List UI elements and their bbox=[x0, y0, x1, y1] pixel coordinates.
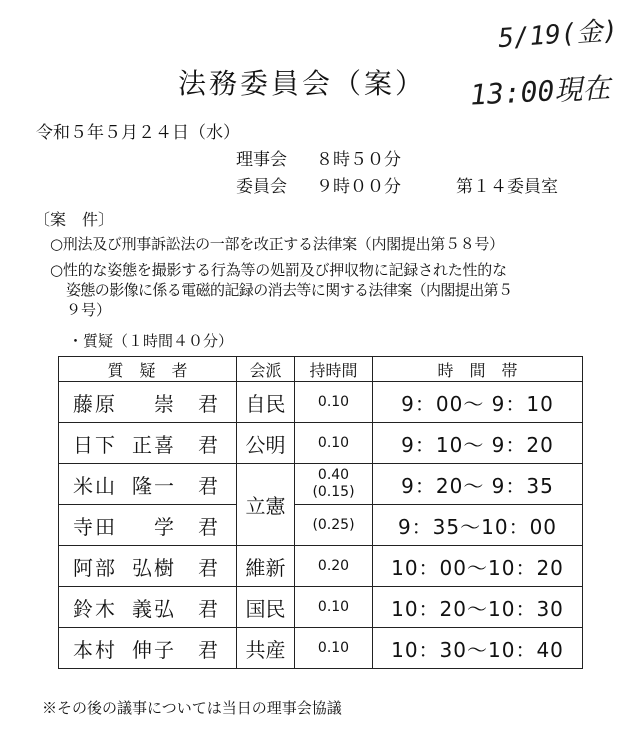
name-family: 寺田 bbox=[73, 514, 117, 539]
table-row bbox=[59, 546, 583, 587]
header-allotted-time: 持時間 bbox=[295, 357, 373, 382]
name-given: 義弘 bbox=[132, 596, 176, 621]
name-given: 正喜 bbox=[132, 432, 176, 457]
questioner-cell bbox=[59, 423, 237, 464]
honorific: 君 bbox=[198, 391, 220, 416]
board-meeting-label: 理事会 bbox=[236, 150, 287, 170]
honorific: 君 bbox=[198, 555, 220, 580]
committee-room: 第１４委員室 bbox=[456, 177, 558, 197]
name-given: 隆一 bbox=[132, 473, 176, 498]
footnote: ※その後の議事については当日の理事会協議 bbox=[42, 699, 342, 717]
header-time-slot: 時 間 帯 bbox=[373, 357, 583, 382]
page-title: 法務委員会（案） bbox=[178, 67, 427, 100]
time-slot-cell: 9：00～ 9：10 bbox=[373, 382, 583, 423]
honorific: 君 bbox=[198, 596, 220, 621]
honorific: 君 bbox=[198, 473, 220, 498]
questioner-cell bbox=[59, 587, 237, 628]
allotted-time-cell: 0.10 bbox=[295, 587, 373, 628]
questioner-cell bbox=[59, 464, 237, 505]
questioner-cell bbox=[59, 505, 237, 546]
agenda-heading: 〔案 件〕 bbox=[34, 210, 115, 229]
name-given: 弘樹 bbox=[132, 555, 176, 580]
name-family: 米山 bbox=[73, 473, 117, 498]
name-given: 学 bbox=[154, 514, 176, 539]
party-cell: 立憲 bbox=[237, 464, 295, 546]
party-cell: 国民 bbox=[237, 587, 295, 628]
agenda-item-2-line3: ９号） bbox=[66, 301, 112, 319]
time-slot-cell: 9：20～ 9：35 bbox=[373, 464, 583, 505]
committee-meeting-time: ９時００分 bbox=[316, 177, 401, 197]
honorific: 君 bbox=[198, 637, 220, 662]
question-heading: ・質疑（１時間４０分） bbox=[68, 332, 234, 350]
name-family: 鈴木 bbox=[73, 596, 117, 621]
allotted-time-cell bbox=[295, 464, 373, 505]
allotted-time-split: (0.15) bbox=[312, 484, 355, 500]
allotted-time-cell: (0.25) bbox=[295, 505, 373, 546]
agenda-item-1: ○刑法及び刑事訴訟法の一部を改正する法律案（内閣提出第５８号） bbox=[50, 235, 504, 253]
time-slot-cell: 9：35～10：00 bbox=[373, 505, 583, 546]
allotted-time-total: 0.40 bbox=[317, 467, 350, 483]
allotted-time-cell: 0.10 bbox=[295, 423, 373, 464]
time-slot-cell: 9：10～ 9：20 bbox=[373, 423, 583, 464]
header-party: 会派 bbox=[237, 357, 295, 382]
header-questioner: 質 疑 者 bbox=[59, 357, 237, 382]
questioner-cell bbox=[59, 628, 237, 669]
time-slot-cell: 10：00～10：20 bbox=[373, 546, 583, 587]
allotted-time-cell: 0.20 bbox=[295, 546, 373, 587]
table-row bbox=[59, 587, 583, 628]
allotted-time-cell: 0.10 bbox=[295, 382, 373, 423]
agenda-item-2-line2: 姿態の影像に係る電磁的記録の消去等に関する法律案（内閣提出第５ bbox=[66, 281, 513, 299]
board-meeting-time: ８時５０分 bbox=[316, 150, 401, 170]
party-cell: 公明 bbox=[237, 423, 295, 464]
table-row bbox=[59, 423, 583, 464]
table-header-row bbox=[59, 357, 583, 382]
allotted-time-cell: 0.10 bbox=[295, 628, 373, 669]
name-family: 藤原 bbox=[73, 391, 117, 416]
table-row bbox=[59, 382, 583, 423]
table-row bbox=[59, 464, 583, 505]
table-row bbox=[59, 628, 583, 669]
questioner-cell bbox=[59, 382, 237, 423]
name-family: 日下 bbox=[73, 432, 117, 457]
handwritten-date: 5/19(金) bbox=[497, 15, 619, 55]
questioner-cell bbox=[59, 546, 237, 587]
honorific: 君 bbox=[198, 514, 220, 539]
handwritten-time: 13:00現在 bbox=[469, 71, 612, 112]
honorific: 君 bbox=[198, 432, 220, 457]
time-slot-cell: 10：30～10：40 bbox=[373, 628, 583, 669]
time-slot-cell: 10：20～10：30 bbox=[373, 587, 583, 628]
table-row bbox=[59, 505, 583, 546]
question-schedule-table bbox=[58, 356, 583, 669]
name-family: 阿部 bbox=[73, 555, 117, 580]
name-family: 本村 bbox=[73, 637, 117, 662]
party-cell: 共産 bbox=[237, 628, 295, 669]
agenda-item-2-line1: ○性的な姿態を撮影する行為等の処罰及び押収物に記録された性的な bbox=[50, 261, 507, 279]
party-cell: 維新 bbox=[237, 546, 295, 587]
committee-meeting-label: 委員会 bbox=[236, 177, 287, 197]
name-given: 伸子 bbox=[132, 637, 176, 662]
party-cell: 自民 bbox=[237, 382, 295, 423]
name-given: 崇 bbox=[154, 391, 176, 416]
meeting-date: 令和５年５月２４日（水） bbox=[36, 123, 240, 143]
